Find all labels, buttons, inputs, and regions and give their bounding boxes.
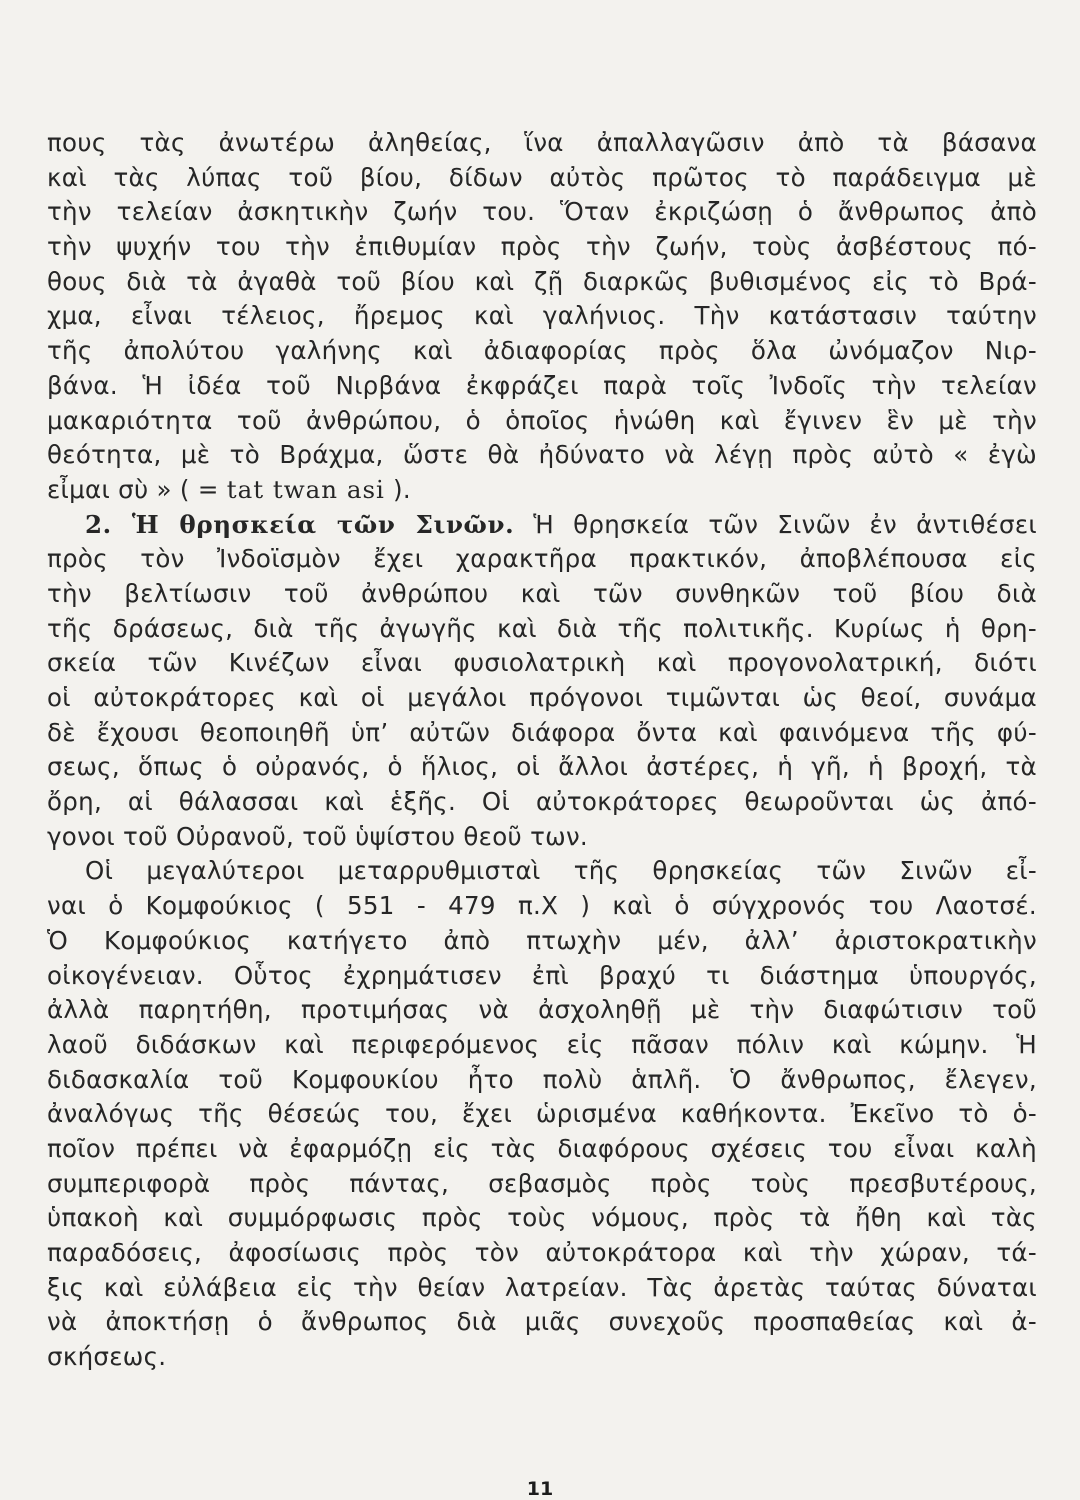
- text-line: ὑπακοὴ καὶ συμμόρφωσις πρὸς τοὺς νόμους, πρὸς τὰ ἤθη καὶ τὰς: [47, 1203, 1037, 1233]
- text-line: ποῖον πρέπει νὰ ἐφαρμόζῃ εἰς τὰς διαφόρους σχέσεις του εἶναι καλὴ: [47, 1133, 1037, 1163]
- text-line: σκεία τῶν Κινέζων εἶναι φυσιολατρικὴ καὶ προγονολατρική, διότι: [47, 648, 1037, 678]
- paragraph-nirvana: [47, 126, 1037, 508]
- paragraph-confucius: [47, 854, 1037, 1374]
- paragraph-chinese-religion: [47, 508, 1037, 855]
- text-line: [47, 508, 1037, 543]
- latin-phrase: tat twan asi: [226, 474, 385, 504]
- text-line: πρὸς τὸν Ἰνδοϊσμὸν ἔχει χαρακτῆρα πρακτικόν, ἀποβλέπουσα εἰς: [47, 544, 1037, 574]
- text-line: σεως, ὅπως ὁ οὐρανός, ὁ ἥλιος, οἱ ἄλλοι ἀστέρες, ἡ γῆ, ἡ βροχή, τὰ: [47, 752, 1037, 782]
- text-line: καὶ τὰς λύπας τοῦ βίου, δίδων αὐτὸς πρῶτος τὸ παράδειγμα μὲ: [47, 162, 1037, 192]
- text-line: μακαριότητα τοῦ ἀνθρώπου, ὁ ὁποῖος ἡνώθη καὶ ἔγινεν ἓν μὲ τὴν: [47, 405, 1037, 435]
- text-line: χμα, εἶναι τέλειος, ἤρεμος καὶ γαλήνιος. Τὴν κατάστασιν ταύτην: [47, 301, 1037, 331]
- text-line: θεότητα, μὲ τὸ Βράχμα, ὥστε θὰ ἠδύνατο νὰ λέγῃ πρὸς αὐτὸ « ἐγὼ: [47, 440, 1037, 470]
- text-line: παραδόσεις, ἀφοσίωσις πρὸς τὸν αὐτοκράτορα καὶ τὴν χώραν, τά-: [47, 1238, 1037, 1267]
- text-line: τὴν τελείαν ἀσκητικὴν ζωήν του. Ὅταν ἐκριζώσῃ ὁ ἄνθρωπος ἀπὸ: [47, 197, 1037, 227]
- text-line: ἀναλόγως τῆς θέσεώς του, ἔχει ὡρισμένα καθήκοντα. Ἐκεῖνο τὸ ὁ-: [47, 1099, 1037, 1129]
- text-line: θους διὰ τὰ ἀγαθὰ τοῦ βίου καὶ ζῇ διαρκῶς βυθισμένος εἰς τὸ Βρά-: [47, 266, 1037, 296]
- text-line: συμπεριφορὰ πρὸς πάντας, σεβασμὸς πρὸς τοὺς πρεσβυτέρους,: [47, 1168, 1037, 1198]
- text-line: ναι ὁ Κομφούκιος ( 551 - 479 π.Χ ) καὶ ὁ σύγχρονός του Λαοτσέ.: [47, 891, 1037, 921]
- text-line: Ὁ Κομφούκιος κατήγετο ἀπὸ πτωχὴν μέν, ἀλλ’ ἀριστοκρατικὴν: [47, 925, 1037, 955]
- text-line: πους τὰς ἀνωτέρω ἀληθείας, ἵνα ἀπαλλαγῶσιν ἀπὸ τὰ βάσανα: [47, 128, 1037, 157]
- text-line: σκήσεως.: [47, 1342, 167, 1372]
- text-line: διδασκαλία τοῦ Κομφουκίου ἦτο πολὺ ἁπλῆ. Ὁ ἄνθρωπος, ἔλεγεν,: [47, 1064, 1037, 1094]
- text-line: δὲ ἔχουσι θεοποιηθῆ ὑπ’ αὐτῶν διάφορα ὄντα καὶ φαινόμενα τῆς φύ-: [47, 717, 1037, 747]
- text-line: λαοῦ διδάσκων καὶ περιφερόμενος εἰς πᾶσαν πόλιν καὶ κώμην. Ἡ: [47, 1029, 1037, 1059]
- text-line: γονοι τοῦ Οὐρανοῦ, τοῦ ὑψίστου θεοῦ των.: [47, 821, 589, 851]
- section-heading: 2. Ἡ θρησκεία τῶν Σινῶν.: [85, 509, 515, 539]
- text-line: τῆς δράσεως, διὰ τῆς ἀγωγῆς καὶ διὰ τῆς πολιτικῆς. Κυρίως ἡ θρη-: [47, 613, 1037, 643]
- text-line: βάνα. Ἡ ἰδέα τοῦ Νιρβάνα ἐκφράζει παρὰ τοῖς Ἰνδοῖς τὴν τελείαν: [47, 370, 1037, 400]
- text-line: τῆς ἀπολύτου γαλήνης καὶ ἀδιαφορίας πρὸς ὅλα ὠνόμαζον Νιρ-: [47, 336, 1037, 366]
- text-line: τὴν ψυχήν του τὴν ἐπιθυμίαν πρὸς τὴν ζωήν, τοὺς ἀσβέστους πό-: [47, 232, 1037, 262]
- text-line: ξις καὶ εὐλάβεια εἰς τὴν θείαν λατρείαν. Τὰς ἀρετὰς ταύτας δύναται: [47, 1272, 1037, 1302]
- text-line: οἰκογένειαν. Οὗτος ἐχρημάτισεν ἐπὶ βραχύ τι διάστημα ὑπουργός,: [47, 960, 1037, 990]
- page-number: 11: [526, 1478, 554, 1500]
- text-fragment: Ἡ θρησκεία τῶν Σινῶν ἐν ἀντιθέσει: [514, 509, 1037, 539]
- body-text: [47, 126, 1037, 1375]
- text-line: Οἱ μεγαλύτεροι μεταρρυθμισταὶ τῆς θρησκείας τῶν Σινῶν εἶ-: [85, 856, 1037, 886]
- text-line: ἀλλὰ παρητήθη, προτιμήσας νὰ ἀσχοληθῇ μὲ τὴν διαφώτισιν τοῦ: [47, 995, 1037, 1025]
- text-fragment: εἶμαι σὺ » ( =: [47, 474, 227, 504]
- text-line: ὄρη, αἱ θάλασσαι καὶ ἑξῆς. Οἱ αὐτοκράτορες θεωροῦνται ὡς ἀπό-: [47, 787, 1037, 817]
- text-fragment: ).: [384, 474, 411, 504]
- text-line: [47, 473, 1037, 508]
- text-line: οἱ αὐτοκράτορες καὶ οἱ μεγάλοι πρόγονοι τιμῶνται ὡς θεοί, συνάμα: [47, 683, 1037, 712]
- text-line: νὰ ἀποκτήσῃ ὁ ἄνθρωπος διὰ μιᾶς συνεχοῦς προσπαθείας καὶ ἀ-: [47, 1307, 1037, 1337]
- text-line: τὴν βελτίωσιν τοῦ ἀνθρώπου καὶ τῶν συνθηκῶν τοῦ βίου διὰ: [47, 578, 1037, 608]
